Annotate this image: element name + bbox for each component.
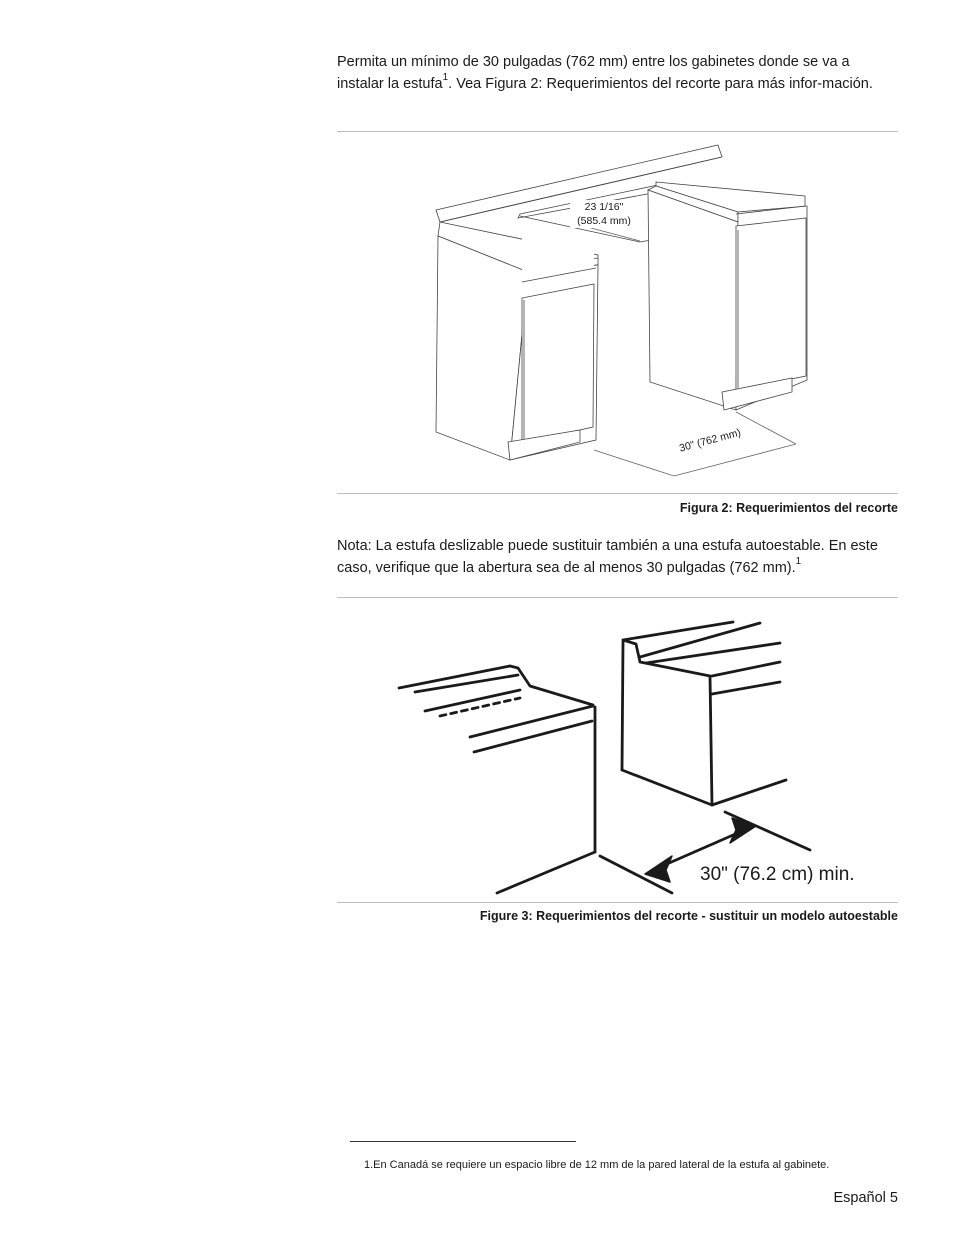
figure3-freestanding-diagram xyxy=(390,610,820,900)
dimension-depth-label xyxy=(570,200,638,228)
note-text: Nota: La estufa deslizable puede sustituir también a una estufa autoestable. En este caso, verifique que la abertura sea de al menos 30 pulgadas (762 mm). xyxy=(337,538,878,576)
dimension-depth-mm: (585.4 mm) xyxy=(577,215,631,227)
note-footnote-reference[interactable]: 1 xyxy=(795,556,802,568)
intro-text-b: . Vea Figura 2: Requerimientos del recorte para más infor-mación. xyxy=(448,76,873,92)
footnote-rule xyxy=(350,1141,576,1142)
intro-paragraph xyxy=(337,51,899,95)
figure3-top-rule xyxy=(337,597,898,598)
figure3-bottom-rule xyxy=(337,902,898,903)
figure3-caption: Figure 3: Requerimientos del recorte - sustituir un modelo autoestable xyxy=(479,909,898,923)
dimension-min-label: 30" (76.2 cm) min. xyxy=(700,864,855,885)
page-number: Español 5 xyxy=(833,1190,898,1206)
figure2-bottom-rule xyxy=(337,493,898,494)
footnote-reference[interactable]: 1 xyxy=(442,72,449,84)
note-paragraph xyxy=(337,535,899,579)
intro-text-a: Permita un mínimo de 30 pulgadas (762 mm) entre los gabinetes donde se va a instalar la estufa xyxy=(337,54,850,92)
dimension-depth-inches: 23 1/16" xyxy=(584,201,624,213)
figure2-top-rule xyxy=(337,131,898,132)
footnote-text: 1.En Canadá se requiere un espacio libre de 12 mm de la pared lateral de la estufa al gabinete. xyxy=(364,1159,830,1171)
figure2-cabinet-diagram xyxy=(420,140,820,480)
figure2-caption: Figura 2: Requerimientos del recorte xyxy=(679,501,898,515)
dimension-width-label: 30" (762 mm) xyxy=(678,426,743,455)
